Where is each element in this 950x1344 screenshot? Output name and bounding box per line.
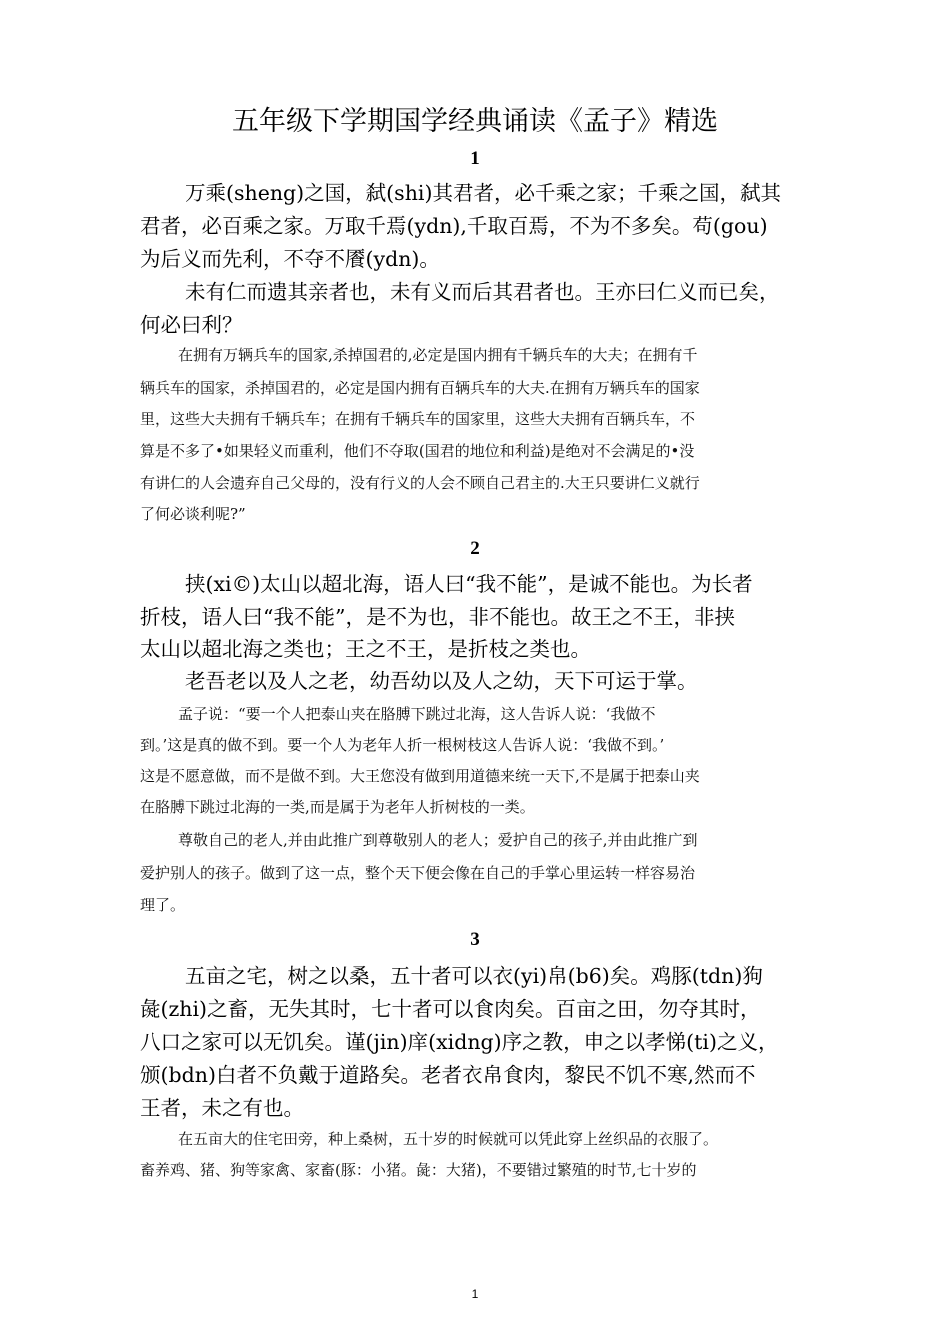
- translation-text-line: 有讲仁的人会遗弃自己父母的，没有行义的人会不顾自己君主的.大王只要讲仁义就行: [140, 474, 700, 492]
- section-number: 2: [470, 538, 480, 559]
- translation-text-line: 畜养鸡、猪、狗等家禽、家畜(豚：小猪。彘：大猪)，不要错过繁殖的时节,七十岁的: [140, 1161, 697, 1179]
- classic-text-line: 颁(bdn)白者不负戴于道路矣。老者衣帛食肉，黎民不饥不寒,然而不: [140, 1063, 756, 1087]
- classic-text-line: 为后义而先利，不夺不餍(ydn)。: [140, 247, 440, 271]
- translation-text-line: 在拥有万辆兵车的国家,杀掉国君的,必定是国内拥有千辆兵车的大夫；在拥有千: [178, 346, 698, 364]
- classic-text-line: 未有仁而遗其亲者也，未有义而后其君者也。王亦曰仁义而已矣，: [185, 280, 780, 304]
- classic-text-line: 万乘(sheng)之国，弑(shi)其君者，必千乘之家；千乘之国，弑其: [185, 181, 781, 205]
- translation-text-line: 算是不多了•如果轻义而重利，他们不夺取(国君的地位和利益)是绝对不会满足的•没: [140, 442, 695, 460]
- classic-text-line: 彘(zhi)之畜，无失其时，七十者可以食肉矣。百亩之田，勿夺其时，: [140, 997, 761, 1021]
- classic-text-line: 何必曰利？: [140, 313, 243, 337]
- translation-text-line: 辆兵车的国家，杀掉国君的，必定是国内拥有百辆兵车的大夫.在拥有万辆兵车的国家: [140, 379, 700, 397]
- page-number: 1: [471, 1287, 479, 1301]
- classic-text-line: 折枝，语人曰“我不能”，是不为也，非不能也。故王之不王，非挟: [140, 605, 735, 629]
- document-title: 五年级下学期国学经典诵读《孟子》精选: [232, 106, 718, 137]
- translation-text-line: 爱护别人的孩子。做到了这一点，整个天下便会像在自己的手掌心里运转一样容易治: [140, 864, 696, 882]
- translation-text-line: 里，这些大夫拥有千辆兵车；在拥有千辆兵车的国家里，这些大夫拥有百辆兵车，不: [140, 410, 696, 428]
- classic-text-line: 八口之家可以无饥矣。谨(jin)庠(xidng)序之教，申之以孝悌(ti)之义，: [140, 1030, 779, 1054]
- classic-text-line: 君者，必百乘之家。万取千焉(ydn),千取百焉，不为不多矣。苟(gou): [140, 214, 768, 238]
- classic-text-line: 五亩之宅，树之以桑，五十者可以衣(yi)帛(b6)矣。鸡豚(tdn)狗: [185, 964, 763, 988]
- classic-text-line: 挟(xi©)太山以超北海，语人曰“我不能”，是诚不能也。为长者: [185, 572, 753, 596]
- section-number: 3: [470, 929, 480, 950]
- translation-text-line: 这是不愿意做，而不是做不到。大王您没有做到用道德来统一天下,不是属于把泰山夹: [140, 767, 700, 785]
- classic-text-line: 太山以超北海之类也；王之不王，是折枝之类也。: [140, 637, 591, 661]
- translation-text-line: 到。’这是真的做不到。要一个人为老年人折一根树枝这人告诉人说：‘我做不到。’: [140, 736, 665, 754]
- translation-text-line: 在五亩大的住宅田旁，种上桑树，五十岁的时候就可以凭此穿上丝织品的衣服了。: [178, 1130, 719, 1148]
- classic-text-line: 王者，未之有也。: [140, 1096, 304, 1120]
- translation-text-line: 了何必谈利呢?”: [140, 505, 246, 523]
- classic-text-line: 老吾老以及人之老，幼吾幼以及人之幼，天下可运于掌。: [185, 669, 698, 693]
- section-number: 1: [470, 148, 480, 169]
- translation-text-line: 理了。: [140, 896, 186, 914]
- translation-text-line: 在胳膊下跳过北海的一类,而是属于为老年人折树枝的一类。: [140, 798, 535, 816]
- translation-text-line: 尊敬自己的老人,并由此推广到尊敬别人的老人；爱护自己的孩子,并由此推广到: [178, 831, 698, 849]
- translation-text-line: 孟子说：“要一个人把泰山夹在胳膊下跳过北海，这人告诉人说：‘我做不: [178, 705, 656, 723]
